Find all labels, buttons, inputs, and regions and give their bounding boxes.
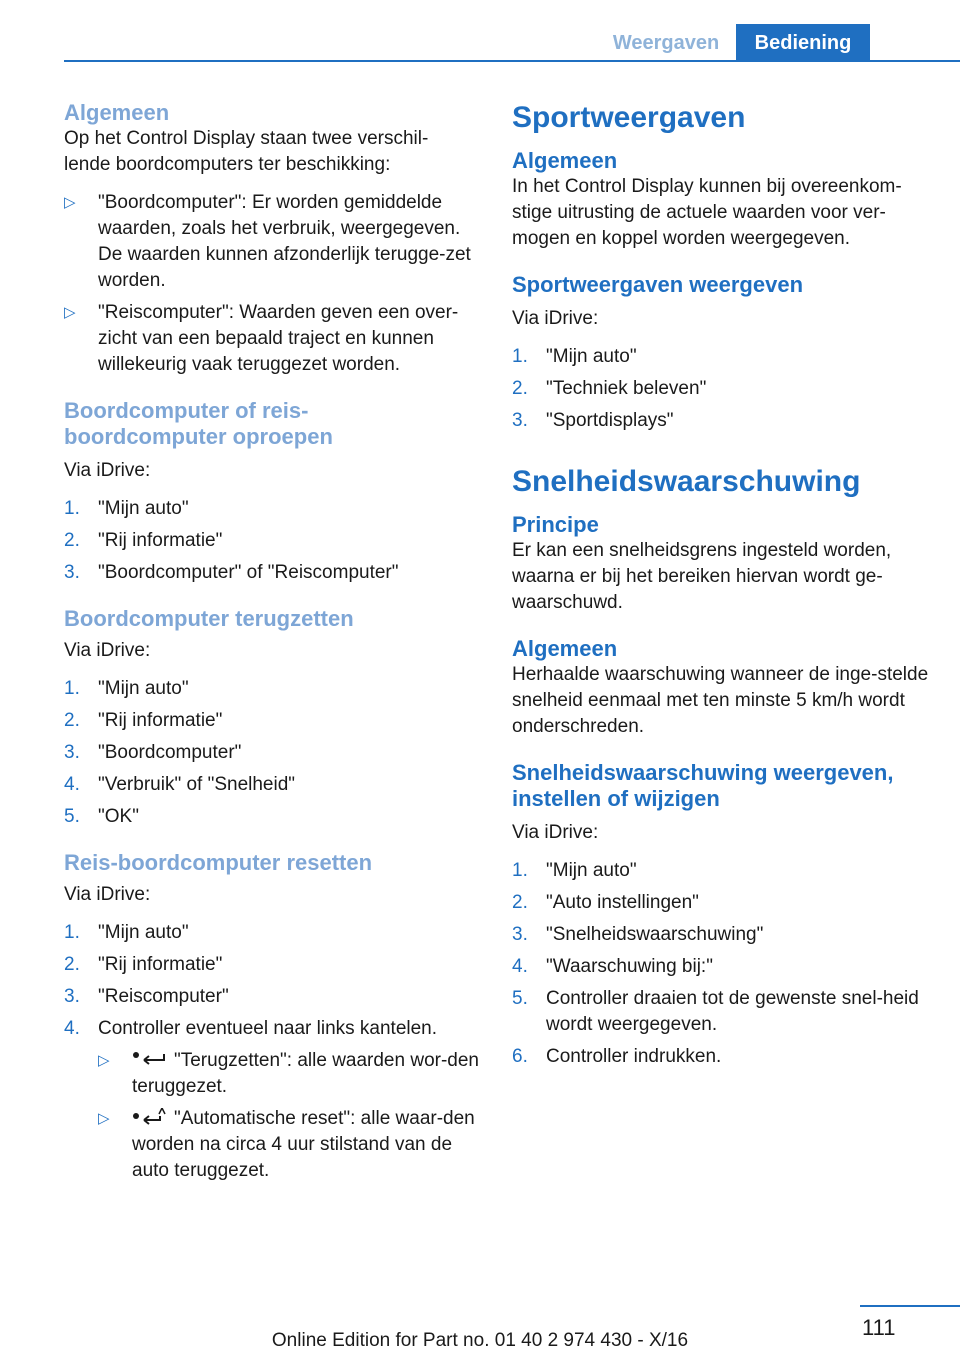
numbered-list — [64, 496, 484, 586]
section-algemeen-sport — [512, 148, 932, 252]
section-sportweergaven-weergeven — [512, 272, 932, 434]
numbered-list — [64, 920, 484, 1184]
list-item: ▷ "Terugzetten": alle waarden wor-den teruggezet. — [98, 1050, 479, 1097]
list-item: 3. "Sportdisplays" — [512, 410, 674, 431]
reset-arrow-icon — [132, 1050, 168, 1068]
numbered-list — [512, 344, 932, 434]
section-text: In het Control Display kunnen bij overeenkom-stige uitrusting de actuele waarden voor ver-mogen en koppel worden weergegeven. — [512, 176, 902, 249]
bullet-list — [64, 190, 484, 378]
section-reis-boordcomputer-resetten — [64, 850, 484, 1184]
list-item: 1. "Mijn auto" — [512, 860, 637, 881]
list-item: ▷ "Automatische reset": alle waar-den worden na circa 4 uur stilstand van de auto teruggezet. — [98, 1108, 475, 1181]
header-tab-bediening: Bediening — [736, 24, 870, 60]
section-title: Algemeen — [512, 148, 618, 173]
footer-rule — [860, 1305, 960, 1307]
triangle-bullet-icon: ▷ — [64, 304, 76, 321]
section-snelheidswaarschuwing-weergeven — [512, 760, 932, 1070]
section-intro: Via iDrive: — [64, 460, 151, 481]
list-item: 3. "Reiscomputer" — [64, 986, 229, 1007]
section-intro: Via iDrive: — [64, 884, 151, 905]
list-item: 1. "Mijn auto" — [64, 922, 189, 943]
list-item: 5. "OK" — [64, 806, 139, 827]
list-item: 1. "Mijn auto" — [64, 678, 189, 699]
section-algemeen-left — [64, 100, 484, 378]
list-item: 2. "Rij informatie" — [64, 710, 223, 731]
chapter-title-sportweergaven: Sportweergaven — [512, 101, 746, 134]
list-item: 3. "Snelheidswaarschuwing" — [512, 924, 764, 945]
list-item: ▷ "Boordcomputer": Er worden gemiddelde waarden, zoals het verbruik, weergegeven. De waarden kunnen afzonderlijk terugge-zet worden. — [64, 192, 471, 291]
sub-bullet-list — [98, 1048, 484, 1184]
section-title: Reis-boordcomputer resetten — [64, 850, 373, 875]
automatic-reset-icon — [132, 1108, 168, 1126]
numbered-list — [512, 858, 932, 1070]
section-title: Snelheidswaarschuwing weergeven, instellen of wijzigen — [512, 760, 894, 811]
list-item: 5. Controller draaien tot de gewenste snel-heid wordt weergegeven. — [512, 988, 919, 1035]
section-intro: Via iDrive: — [512, 822, 599, 843]
list-item: 2. "Rij informatie" — [64, 530, 223, 551]
list-item: 4. Controller eventueel naar links kantelen. ▷ "Terugzetten": alle waarden wor-den teruggezet. ▷ "Automatische reset": alle waar-den worden na circa 4 uur stilstand van de auto teruggezet. — [64, 1016, 484, 1184]
section-boordcomputer-terugzetten — [64, 606, 484, 830]
list-item: 1. "Mijn auto" — [512, 346, 637, 367]
section-title: Boordcomputer terugzetten — [64, 606, 354, 631]
section-title: Sportweergaven weergeven — [512, 272, 804, 297]
list-item: 1. "Mijn auto" — [64, 498, 189, 519]
section-text: Op het Control Display staan twee verschil- lende boordcomputers ter beschikking: — [64, 128, 429, 175]
right-column — [512, 100, 932, 1090]
list-item: 3. "Boordcomputer" of "Reiscomputer" — [64, 562, 399, 583]
triangle-bullet-icon: ▷ — [98, 1110, 110, 1127]
list-item: 6. Controller indrukken. — [512, 1046, 722, 1067]
list-item: 2. "Rij informatie" — [64, 954, 223, 975]
section-text: Herhaalde waarschuwing wanneer de inge-stelde snelheid eenmaal met ten minste 5 km/h wordt onderschreden. — [512, 664, 929, 737]
section-intro: Via iDrive: — [64, 640, 151, 661]
section-boordcomputer-oproepen — [64, 398, 484, 586]
numbered-list — [64, 676, 484, 830]
section-text: Er kan een snelheidsgrens ingesteld worden, waarna er bij het bereiken hiervan wordt ge-waarschuwd. — [512, 540, 892, 613]
section-algemeen-snelheid — [512, 636, 932, 740]
section-title: Principe — [512, 512, 599, 537]
triangle-bullet-icon: ▷ — [98, 1052, 110, 1069]
list-item: 3. "Boordcomputer" — [64, 742, 242, 763]
section-title: Boordcomputer of reis- boordcomputer oproepen — [64, 398, 333, 449]
list-item: ▷ "Reiscomputer": Waarden geven een over-zicht van een bepaald traject en kunnen willekeurig vaak teruggezet worden. — [64, 302, 459, 375]
header-tab-weergaven: Weergaven — [612, 32, 720, 54]
header-rule — [64, 60, 960, 62]
triangle-bullet-icon: ▷ — [64, 194, 76, 211]
edition-footer: Online Edition for Part no. 01 40 2 974 430 - X/16 — [271, 1330, 689, 1351]
list-item: 4. "Waarschuwing bij:" — [512, 956, 713, 977]
page-number: 111 — [862, 1315, 896, 1340]
section-intro: Via iDrive: — [512, 308, 599, 329]
chapter-title-snelheidswaarschuwing: Snelheidswaarschuwing — [512, 465, 861, 498]
list-item: 2. "Auto instellingen" — [512, 892, 699, 913]
list-item: 2. "Techniek beleven" — [512, 378, 707, 399]
section-title: Algemeen — [512, 636, 618, 661]
list-item: 4. "Verbruik" of "Snelheid" — [64, 774, 296, 795]
section-title: Algemeen — [64, 100, 170, 125]
left-column — [64, 100, 484, 1204]
section-principe — [512, 512, 932, 616]
